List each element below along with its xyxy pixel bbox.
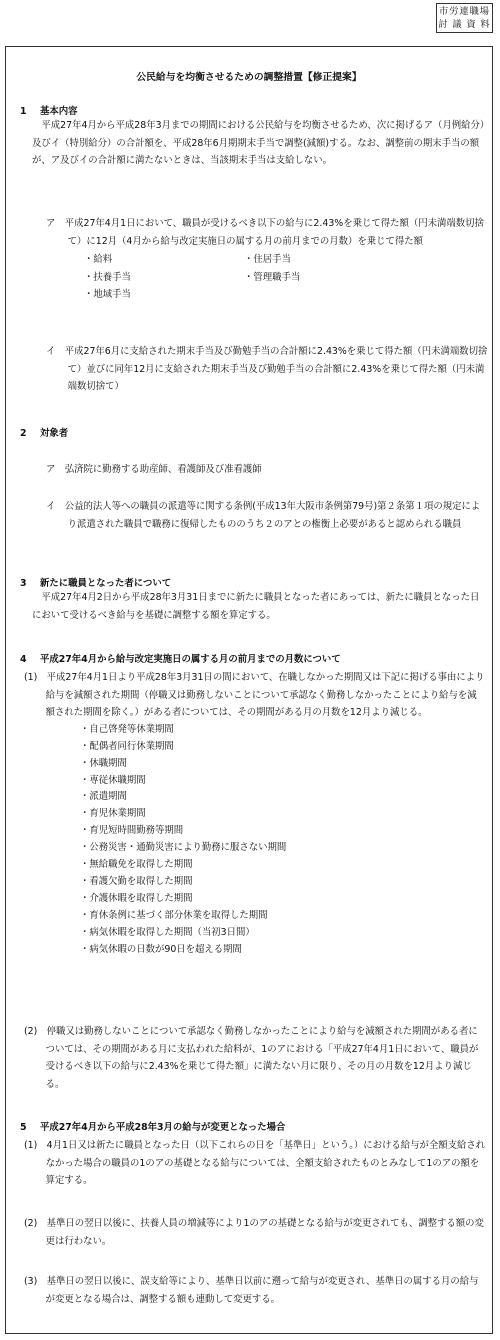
section-3-body: 平成27年4月2日から平成28年3月31日までに新たに職員となった者にあっては、新たに職員となった日において受けるべき給与を基礎に調整する額を算定する。 — [32, 592, 480, 621]
section-4 — [20, 651, 488, 665]
list-item: ・病気休暇を取得した期間（当初3日間） — [80, 926, 255, 938]
section-2-heading: 2 対象者 — [20, 428, 69, 439]
list-item: ・休職期間 — [80, 757, 127, 769]
tag-line-2: 討 議 資 料 — [438, 19, 491, 30]
section-5-para-3: (3) 基準日の翌日以後に、誤支給等により、基準日以前に遡って給与が変更され、基準日の属する月の給与が変更となる場合は、調整する額も連動して変更する。 — [24, 1276, 479, 1305]
section-4-para-2: (2) 停職又は勤務しないことについて承認なく勤務しなかったことにより給与を減額された期間がある者については、その期間がある月に支払われた給料が、1のアにおける「平成27年4月1日において、職員が受けるべき以下の給与に2.43%を乗じて得た額」に満たない月に限り、その月の月数を12月より減じる。 — [24, 1026, 479, 1090]
section-2 — [20, 425, 486, 439]
tag-line-1: 市労連職場 — [439, 6, 490, 17]
section-4-para-1: (1) 平成27年4月1日より平成28年3月31日の間において、在職しなかった期間又は下記に掲げる事由により給与を減額された期間（停職又は勤務しないことについて承認なく勤務しなかったことにより給与を減額された期間を除く。）がある者については、その期間がある月の月数を12月より減じる。 ・自己啓発等休業期間 ・配偶者同行休業期間 ・休職期間 ・専従休職期間 ・派遣期間 ・育児休業期間 ・育児短時間勤務等期間 ・公務災害・通勤災害により勤務に服さない期間 ・無給職免を取得した期間 ・看護欠勤を取得した期間 ・介護休暇を取得した期間 ・育休条例に基づく部分休業を取得した期間 ・病気休暇を取得した期間（当初3日間） ・病気休暇の日数が90日を超える期間 — [24, 669, 486, 958]
section-5-heading: 5 平成27年4月から平成28年3月の給与が変更となった場合 — [20, 1122, 286, 1133]
list-item: ・無給職免を取得した期間 — [80, 859, 193, 871]
list-item: ・公務災害・通勤災害により勤務に服さない期間 — [80, 842, 287, 854]
list-item: ・自己啓発等休業期間 — [80, 723, 174, 735]
list-item: ・病気休暇の日数が90日を超える期間 — [80, 943, 242, 955]
list-item: ・育児休業期間 — [80, 808, 146, 820]
section-5-para-2: (2) 基準日の翌日以後に、扶養人員の増減等により1のアの基礎となる給与が変更されても、調整する額の変更は行わない。 — [24, 1218, 484, 1247]
section-5-para-1: (1) 4月1日又は新たに職員となった日（以下これらの日を「基準日」という。）における給与が全額支給されなかった場合の職員の1のアの基礎となる給与については、全額支給されたものとみなして1のアの額を算定する。 — [24, 1140, 486, 1187]
section-2-item-i: イ 公益的法人等への職員の派遣等に関する条例(平成13年大阪市条例第79号)第２条第１項の規定により派遣された職員で職務に復帰したもののうち２のアとの権衡上必要があると認められる職員 — [46, 501, 481, 530]
document-frame — [5, 46, 493, 1334]
list-item: ・育児短時間勤務等期間 — [80, 825, 184, 837]
salary-item: ・住居手当 — [244, 254, 291, 266]
section-5 — [20, 1119, 488, 1133]
section-4-heading: 4 平成27年4月から給与改定実施日の属する月の前月までの月数について — [20, 654, 341, 665]
discussion-material-tag — [436, 3, 493, 33]
document-title: 公民給与を均衡させるための調整措置【修正提案】 — [136, 72, 362, 83]
list-item: ・派遣期間 — [80, 791, 127, 803]
section-1-item-a: ア 平成27年4月1日において、職員が受けるべき以下の給与に2.43%を乗じて得た額（円未満端数切捨て）に12月（4月から給与改定実施日の属する月の前月までの月数）を乗じて得た額 ・給料 ・住居手当 ・扶養手当 ・管理職手当 ・地域手当 — [46, 215, 488, 304]
section-1-heading: 1 基本内容 — [20, 106, 78, 117]
salary-item: ・地域手当 — [84, 289, 131, 301]
salary-items — [46, 251, 488, 304]
section-1-body: 平成27年4月から平成28年3月までの期間における公民給与を均衡させるため、次に掲げるア（月例給分）及びイ（特別給分）の合計額を、平成28年6月期期末手当で調整(減額)する。なお、調整前の期末手当の額が、ア及びイの合計額に満たないときは、当該期末手当は支給しない。 — [32, 120, 485, 167]
list-item: ・介護休暇を取得した期間 — [80, 892, 193, 904]
list-item: ・配偶者同行休業期間 — [80, 740, 174, 752]
section-2-item-a: ア 弘済院に勤務する助産師、看護師及び准看護師 — [46, 464, 262, 475]
list-item: ・育休条例に基づく部分休業を取得した期間 — [80, 909, 268, 921]
reduction-reason-list — [24, 722, 486, 959]
section-1 — [20, 103, 486, 170]
list-item: ・看護欠勤を取得した期間 — [80, 875, 193, 887]
section-3-heading: 3 新たに職員となった者について — [20, 578, 172, 589]
salary-item: ・管理職手当 — [244, 271, 301, 283]
salary-item: ・給料 — [84, 254, 113, 266]
list-item: ・専従休職期間 — [80, 774, 146, 786]
salary-item: ・扶養手当 — [84, 271, 131, 283]
section-3 — [20, 575, 486, 624]
section-1-item-i: イ 平成27年6月に支給された期末手当及び勤勉手当の合計額に2.43%を乗じて得た額（円未満端数切捨て）並びに同年12月に支給された期末手当及び勤勉手当の合計額に2.43%を乗じて得た額（円未満端数切捨て） — [46, 346, 488, 393]
